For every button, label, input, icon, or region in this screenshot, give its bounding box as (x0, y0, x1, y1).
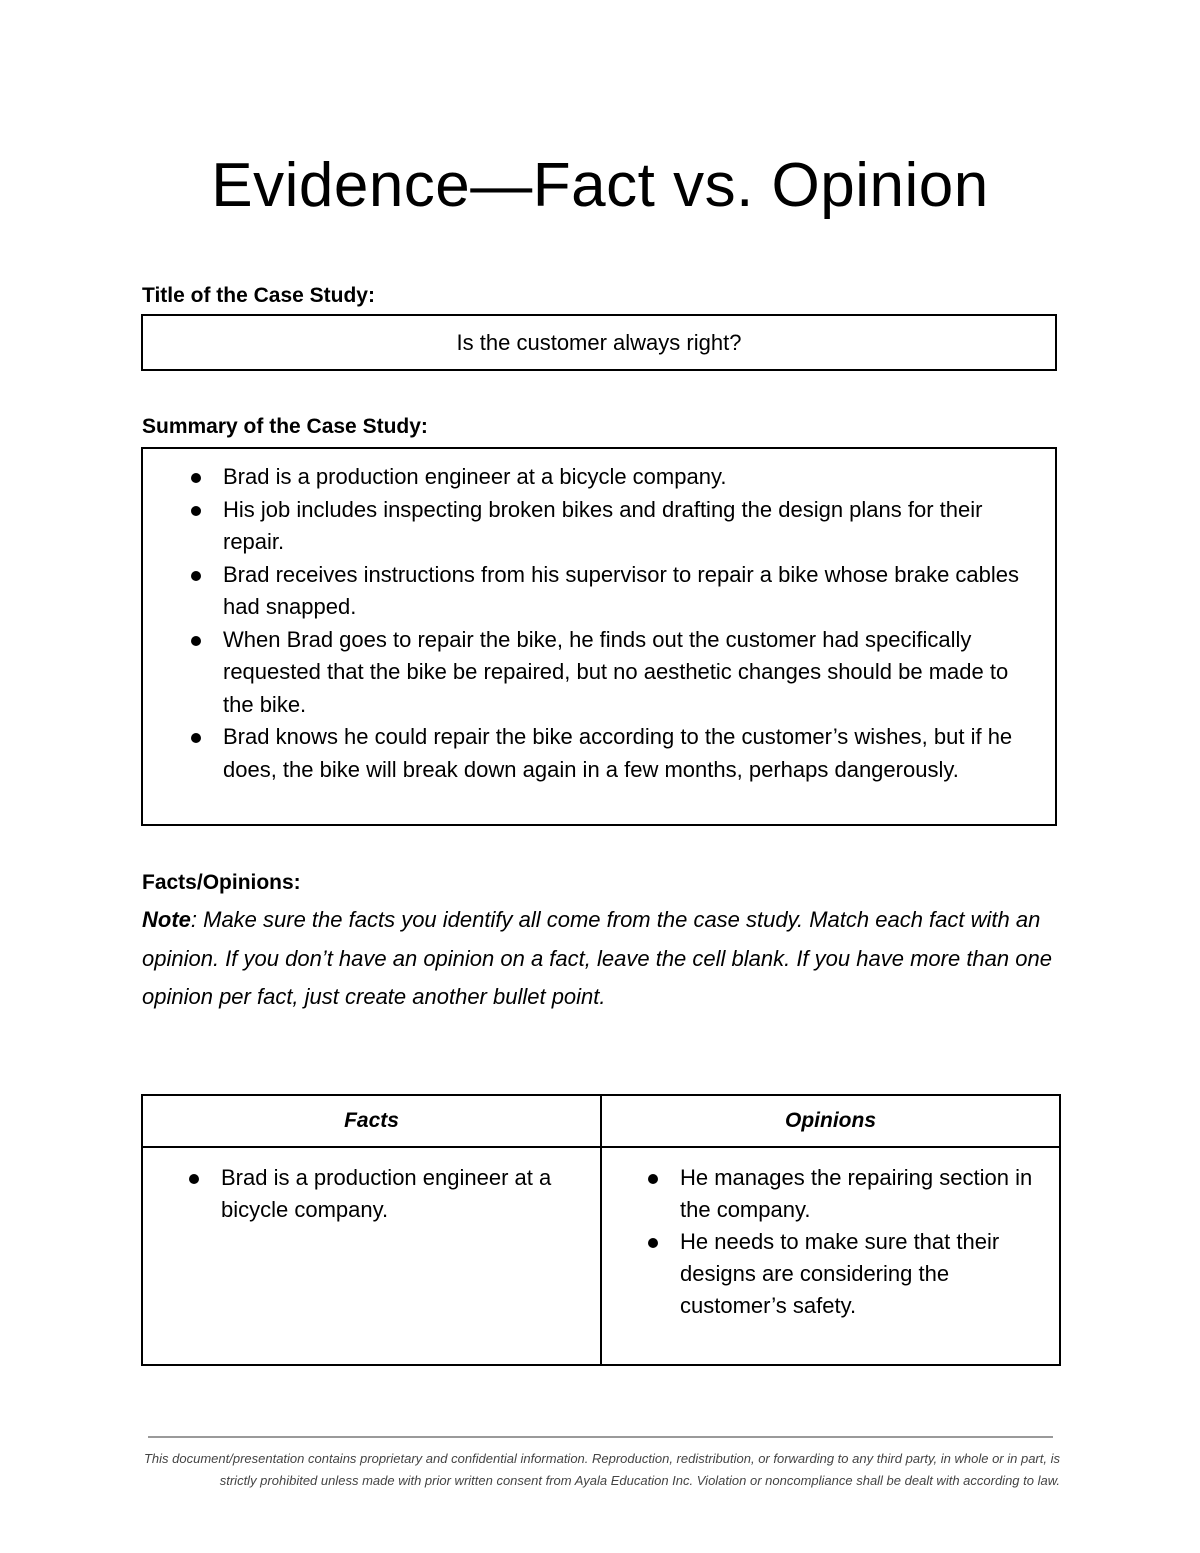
summary-item: Brad knows he could repair the bike according to the customer’s wishes, but if he does, the bike will break down again in a few months, perhaps dangerously. (183, 721, 1035, 786)
summary-item: When Brad goes to repair the bike, he finds out the customer had specifically requested that the bike be repaired, but no aesthetic changes should be made to the bike. (183, 624, 1035, 722)
summary-list (183, 461, 1035, 786)
facts-opinions-table (141, 1094, 1061, 1366)
case-title-text: Is the customer always right? (456, 329, 742, 355)
case-title-box (141, 314, 1057, 371)
case-title-label: Title of the Case Study: (142, 284, 375, 307)
opinion-item: He manages the repairing section in the company. (640, 1162, 1049, 1226)
summary-box (141, 447, 1057, 826)
opinions-header: Opinions (602, 1096, 1059, 1148)
page-title: Evidence—Fact vs. Opinion (211, 151, 989, 220)
opinions-list (640, 1162, 1049, 1322)
facts-list (181, 1162, 590, 1226)
opinion-item: He needs to make sure that their designs are considering the customer’s safety. (640, 1226, 1049, 1322)
summary-item: Brad receives instructions from his supervisor to repair a bike whose brake cables had snapped. (183, 559, 1035, 624)
note-text: : Make sure the facts you identify all come from the case study. Match each fact with an opinion. If you don’t have an opinion on a fact, leave the cell blank. If you have more than one opinion per fact, just create another bullet point. (142, 907, 1052, 1009)
summary-item: Brad is a production engineer at a bicycle company. (183, 461, 1035, 494)
confidentiality-footer: This document/presentation contains proprietary and confidential information. Reproduction, redistribution, or forwarding to any third party, in whole or in part, is strictly prohibited unless made with prior written consent from Ayala Education Inc. Violation or noncompliance shall be dealt with according to law. (143, 1451, 1060, 1488)
note-prefix: Note (142, 907, 191, 932)
summary-item: His job includes inspecting broken bikes and drafting the design plans for their repair. (183, 494, 1035, 559)
facts-cell[interactable] (143, 1148, 602, 1364)
footer-divider (148, 1436, 1053, 1438)
note-paragraph (142, 901, 1062, 1017)
fact-item: Brad is a production engineer at a bicycle company. (181, 1162, 590, 1226)
facts-opinions-label: Facts/Opinions: (142, 871, 301, 894)
facts-header: Facts (143, 1096, 602, 1148)
opinions-cell[interactable] (602, 1148, 1059, 1364)
summary-label: Summary of the Case Study: (142, 415, 428, 438)
